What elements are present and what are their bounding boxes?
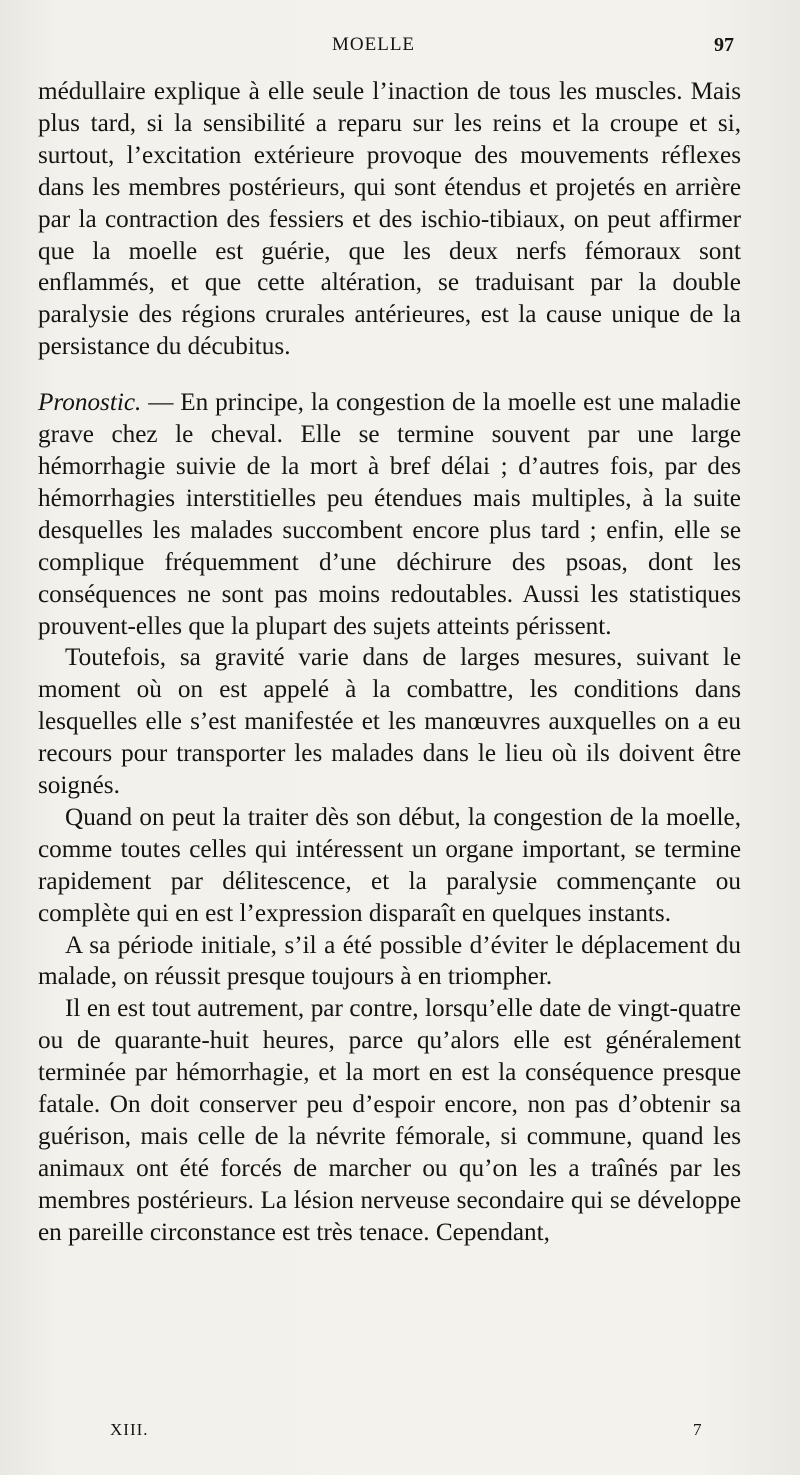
signature-number: 7 bbox=[693, 1420, 702, 1439]
paragraph-text: Toutefois, sa gravité varie dans de larges mesures, suivant le moment où on est appelé à la combattre, les conditions dans lesquelles elle s’est manifestée et les manœuvres auxquelles on a eu recours pour transporter les malades dans le lieu où ils doivent être soignés. bbox=[38, 644, 741, 800]
running-head bbox=[0, 34, 800, 58]
paragraph-pronostic bbox=[38, 387, 741, 642]
paragraph-text: — En principe, la congestion de la moelle est une maladie grave chez le cheval. Elle se termine souvent par une large hémorrhagie suivie de la mort à bref délai ; d’autres fois, par des hémorrhagies interstitielles peu étendues mais multiples, à la suite desquelles les malades succombent encore plus tard ; enfin, elle se complique fréquemment d’une déchirure des psoas, dont les conséquences ne sont pas moins redoutables. Aussi les statistiques prouvent-elles que la plupart des sujets atteints périssent. bbox=[38, 389, 741, 640]
paragraph-autrement bbox=[38, 993, 741, 1248]
paragraph-gravite bbox=[38, 642, 741, 802]
paragraph-text: médullaire explique à elle seule l’inaction de tous les muscles. Mais plus tard, si la sensibilité a reparu sur les reins et la croupe et si, surtout, l’excitation extérieure provoque des mouvements réflexes dans les membres postérieurs, qui sont étendus et projetés en arrière par la contraction des fessiers et des ischio-tibiaux, on peut affirmer que la moelle est guérie, que les deux nerfs fémoraux sont enflammés, et que cette altération, se traduisant par la double paralysie des régions crurales antérieures, est la cause unique de la persistance du décubitus. bbox=[38, 78, 741, 361]
paragraph-continuation bbox=[38, 76, 741, 363]
page-number: 97 bbox=[714, 34, 734, 56]
signature-mark: XIII. bbox=[110, 1420, 149, 1439]
paragraph-debut bbox=[38, 802, 741, 930]
running-head-title: MOELLE bbox=[332, 34, 416, 55]
paragraph-text: A sa période initiale, s’il a été possible d’éviter le déplacement du malade, on réussit presque toujours à en triompher. bbox=[38, 931, 741, 991]
section-lead-pronostic: Pronostic. bbox=[38, 389, 142, 417]
page-footer bbox=[0, 1420, 800, 1444]
paragraph-text: Il en est tout autrement, par contre, lorsqu’elle date de vingt-quatre ou de quarante-huit heures, parce qu’alors elle est généralement terminée par hémorrhagie, et la mort en est la conséquence presque fatale. On doit conserver peu d’espoir encore, non pas d’obtenir sa guérison, mais celle de la névrite fémorale, si commune, quand les animaux ont été forcés de marcher ou qu’on les a traînés par les membres postérieurs. La lésion nerveuse secondaire qui se développe en pareille circonstance est très tenace. Cependant, bbox=[38, 995, 741, 1246]
body-text bbox=[38, 76, 741, 1249]
paragraph-periode-initiale bbox=[38, 930, 741, 994]
paragraph-text: Quand on peut la traiter dès son début, la congestion de la moelle, comme toutes celles qui intéressent un organe important, se termine rapidement par délitescence, et la paralysie commençante ou complète qui en est l’expression disparaît en quelques instants. bbox=[38, 803, 741, 927]
